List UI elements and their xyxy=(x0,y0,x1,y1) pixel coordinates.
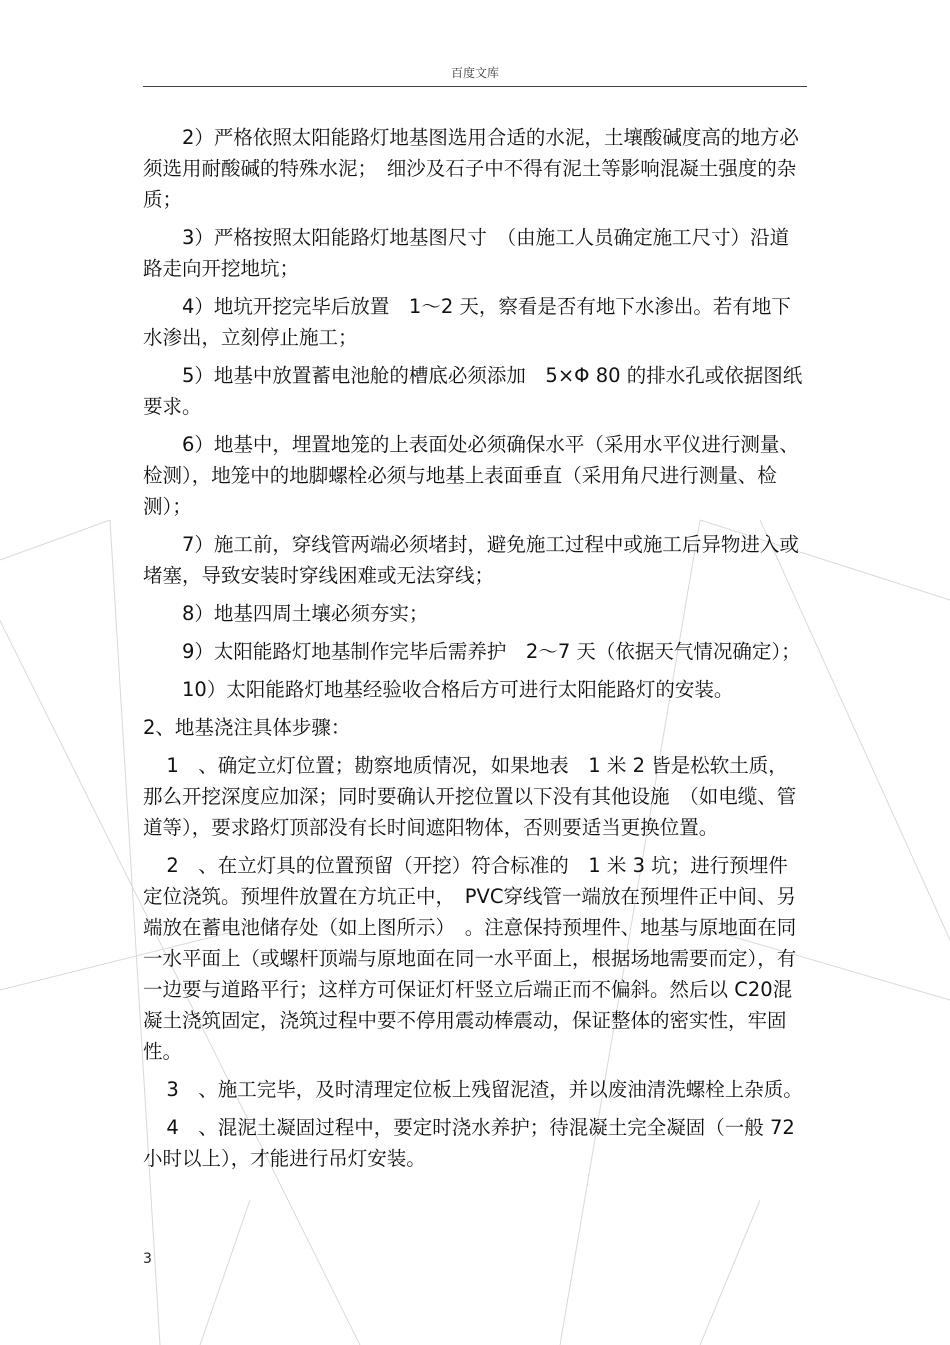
document-body xyxy=(143,122,807,1174)
paragraph-item-10: 10）太阳能路灯地基经验收合格后方可进行太阳能路灯的安装。 xyxy=(182,678,734,701)
paragraph-item-2: 2）严格依照太阳能路灯地基图选用合适的水泥，土壤酸碱度高的地方必须选用耐酸碱的特殊水泥； 细沙及石子中不得有泥土等影响混凝土强度的杂质； xyxy=(143,126,799,211)
step-1: 1 、确定立灯位置；勘察地质情况，如果地表 1 米 2 皆是松软土质，那么开挖深度应加深；同时要确认开挖位置以下没有其他设施 （如电缆、管道等），要求路灯顶部没有长时间遮阳物体，否则要适当更换位置。 xyxy=(143,754,797,839)
paragraph-item-6: 6）地基中，埋置地笼的上表面处必须确保水平（采用水平仪进行测量、检测），地笼中的地脚螺栓必须与地基上表面垂直（采用角尺进行测量、检测）； xyxy=(143,433,799,518)
page-number: 3 xyxy=(143,1251,152,1267)
step-4: 4 、混泥土凝固过程中，要定时浇水养护；待混凝土完全凝固（一般 72 小时以上），才能进行吊灯安装。 xyxy=(143,1116,802,1170)
paragraph-item-4: 4）地坑开挖完毕后放置 1～2 天，察看是否有地下水渗出。若有地下水渗出，立刻停止施工； xyxy=(143,295,791,349)
paragraph-item-8: 8）地基四周土壤必须夯实； xyxy=(182,602,429,625)
header-divider xyxy=(143,86,807,87)
section-heading-steps: 2、地基浇注具体步骤： xyxy=(143,716,351,739)
paragraph-item-3: 3）严格按照太阳能路灯地基图尺寸 （由施工人员确定施工尺寸）沿道路走向开挖地坑； xyxy=(143,226,790,280)
paragraph-item-9: 9）太阳能路灯地基制作完毕后需养护 2～7 天（依据天气情况确定）； xyxy=(182,640,801,663)
step-3: 3 、施工完毕，及时清理定位板上残留泥渣，并以废油清洗螺栓上杂质。 xyxy=(166,1078,803,1101)
step-2: 2 、在立灯具的位置预留（开挖）符合标准的 1 米 3 坑；进行预埋件定位浇筑。预埋件放置在方坑正中， PVC穿线管一端放在预埋件正中间、另端放在蓄电池储存处（如上图所示） 。注意保持预埋件、地基与原地面在同一水平面上（或螺杆顶端与原地面在同一水平面上，根据场地需要而定），有一边要与道路平行；这样方可保证灯杆竖立后端正而不偏斜。然后以 C20混凝土浇筑固定，浇筑过程中要不停用震动棒震动，保证整体的密实性，牢固性。 xyxy=(143,854,797,1063)
paragraph-item-5: 5）地基中放置蓄电池舱的槽底必须添加 5×Φ 80 的排水孔或依据图纸要求。 xyxy=(143,364,803,418)
paragraph-item-7: 7）施工前，穿线管两端必须堵封，避免施工过程中或施工后异物进入或堵塞，导致安装时穿线困难或无法穿线； xyxy=(143,533,799,587)
page-header-title: 百度文库 xyxy=(450,66,499,80)
